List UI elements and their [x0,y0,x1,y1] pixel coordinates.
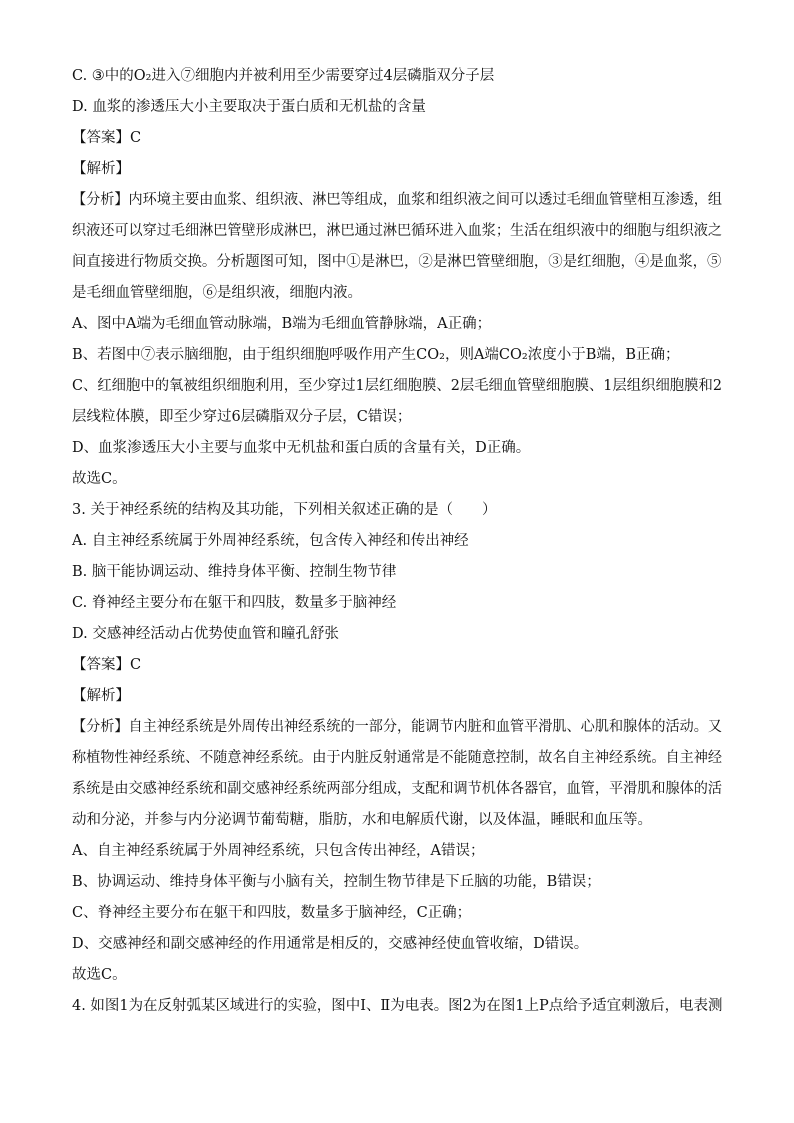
analysis-text-line: 系统是由交感神经系统和副交感神经系统两部分组成，支配和调节机体各器官，血管，平滑肌和腺体的活 [72,781,722,797]
analysis-text-line: 织液还可以穿过毛细淋巴管壁形成淋巴，淋巴通过淋巴循环进入血浆；生活在组织液中的细胞与组织液之 [72,223,722,239]
option-a-q3: A. 自主神经系统属于外周神经系统，包含传入神经和传出神经 [72,533,469,549]
explanation-b-q3: B、协调运动、维持身体平衡与小脑有关，控制生物节律是下丘脑的功能，B错误； [72,874,601,890]
analysis-text-line: 【分析】自主神经系统是外周传出神经系统的一部分，能调节内脏和血管平滑肌、心肌和腺体的活动。又 [72,719,722,735]
analysis-text-line: 称植物性神经系统、不随意神经系统。由于内脏反射通常是不能随意控制，故名自主神经系统。自主神经 [72,750,722,766]
answer-label-q3: 【答案】C [72,657,142,673]
explanation-b: B、若图中⑦表示脑细胞，由于组织细胞呼吸作用产生CO₂，则A端CO₂浓度小于B端，B正确； [72,347,680,363]
option-c-q3: C. 脊神经主要分布在躯干和四肢，数量多于脑神经 [72,595,397,611]
option-c-q2: C. ③中的O₂进入⑦细胞内并被利用至少需要穿过4层磷脂双分子层 [72,68,495,84]
answer-label-q2: 【答案】C [72,130,142,146]
analysis-heading-q2: 【解析】 [72,161,130,177]
explanation-c: C、红细胞中的氧被组织细胞利用，至少穿过1层红细胞膜、2层毛细血管壁细胞膜、1层组织细胞膜和2 [72,378,722,394]
explanation-a: A、图中A端为毛细血管动脉端，B端为毛细血管静脉端，A正确； [72,316,492,332]
analysis-text-line: 是毛细血管壁细胞，⑥是组织液，细胞内液。 [72,285,362,301]
conclusion-q3: 故选C。 [72,967,127,983]
analysis-heading-q3: 【解析】 [72,688,130,704]
question-3-stem: 3. 关于神经系统的结构及其功能，下列相关叙述正确的是（ ） [72,502,497,518]
explanation-d-q3: D、交感神经和副交感神经的作用通常是相反的，交感神经使血管收缩，D错误。 [72,936,589,952]
explanation-c-cont: 层线粒体膜，即至少穿过6层磷脂双分子层，C错误； [72,409,412,425]
question-4-stem: 4. 如图1为在反射弧某区域进行的实验，图中Ⅰ、Ⅱ为电表。图2为在图1上P点给予适宜刺激后，电表测 [72,998,723,1014]
explanation-d: D、血浆渗透压大小主要与血浆中无机盐和蛋白质的含量有关，D正确。 [72,440,531,456]
option-d-q3: D. 交感神经活动占优势使血管和瞳孔舒张 [72,626,339,642]
explanation-a-q3: A、自主神经系统属于外周神经系统，只包含传出神经，A错误； [72,843,485,859]
explanation-c-q3: C、脊神经主要分布在躯干和四肢，数量多于脑神经，C正确； [72,905,472,921]
analysis-text-line: 间直接进行物质交换。分析题图可知，图中①是淋巴，②是淋巴管壁细胞，③是红细胞，④是血浆，⑤ [72,254,722,270]
analysis-text-line: 【分析】内环境主要由血浆、组织液、淋巴等组成，血浆和组织液之间可以透过毛细血管壁相互渗透，组 [72,192,722,208]
conclusion-q2: 故选C。 [72,471,127,487]
analysis-text-line: 动和分泌，并参与内分泌调节葡萄糖，脂肪，水和电解质代谢，以及体温，睡眠和血压等。 [72,812,652,828]
option-b-q3: B. 脑干能协调运动、维持身体平衡、控制生物节律 [72,564,397,580]
option-d-q2: D. 血浆的渗透压大小主要取决于蛋白质和无机盐的含量 [72,99,426,115]
